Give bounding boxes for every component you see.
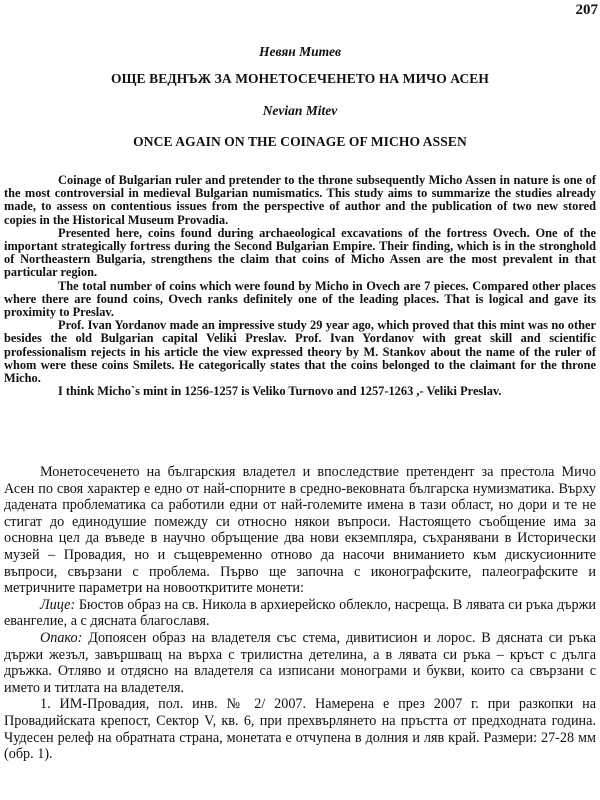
abstract-paragraph: Coinage of Bulgarian ruler and pretender to the throne subsequently Micho Assen in nature is one of the most controversial in medieval Bulgarian numismatics. This study aims to summarize the studies already made, to assess on contentious issues from the perspective of author and the publication of two new stored copies in the Historical Museum Provadia. [4, 173, 596, 227]
reverse-label: Опако: [40, 629, 83, 646]
body-paragraph-obverse [4, 597, 596, 630]
abstract-paragraph: Prof. Ivan Yordanov made an impressive study 29 year ago, which proved that this mint was no other besides the old Bulgarian capital Veliki Preslav. Prof. Ivan Yordanov with great skill and scientific professionalism rejects in his article the view expressed theory by M. Stankov about the name of the ruler of whom were these coins Smilets. He categorically states that the coins belonged to the claimant for the throne Micho. [4, 318, 596, 386]
title-bg: ОЩЕ ВЕДНЪЖ ЗА МОНЕТОСЕЧЕНЕТО НА МИЧО АСЕН [111, 71, 489, 86]
reverse-text: Допоясен образ на владетеля със стема, дивитисион и лорос. В дясната си ръка държи жезъл, завършващ на върха с трилистна детелина, а в лявата си ръка – кръст с дълга дръжка. Отляво и отдясно на владетеля са изписани монограми и букви, които са свързани с името и титлата на владетеля. [4, 629, 596, 696]
title-en: ONCE AGAIN ON THE COINAGE OF MICHO ASSEN [133, 134, 467, 149]
body-text [4, 464, 596, 763]
author-en: Nevian Mitev [262, 103, 338, 118]
obverse-label: Лице: [40, 596, 76, 613]
abstract-paragraph: Presented here, coins found during archaeological excavations of the fortress Ovech. One of the important strategically fortress during the Second Bulgarian Empire. Their finding, which is in the stronghold of Northeastern Bulgaria, strengthens the claim that coins of Micho Assen are the most prevalent in that particular region. [4, 225, 596, 280]
abstract-paragraph: I think Micho`s mint in 1256-1257 is Veliko Turnovo and 1257-1263 ,- Veliki Preslav. [58, 384, 502, 399]
abstract [4, 174, 596, 398]
body-paragraph: Монетосеченето на българския владетел и впоследствие претендент за престола Мичо Асен по своя характер е едно от най-спорните в средно-вековната българска нумизматика. Върху дадената проблематика са работили едни от най-големите имена в тази област, но дори и те не стигат до единодушие помежду си относно някои въпроси. Настоящето съобщение има за основна цел да въведе в научно обръщение два нови екземпляра, съхранявани в Исторически музей – Провадия, но и същевременно отново да насочи вниманието към дискусионните въпроси, свързани с проблема. Първо ще започна с иконографските, палеографските и метричните параметри на новооткритите монети: [4, 464, 596, 597]
abstract-paragraph: The total number of coins which were found by Micho in Ovech are 7 pieces. Compared other places where there are found coins, Ovech ranks definitely one of the leading places. That is logical and gave its proximity to Preslav. [4, 278, 596, 320]
body-paragraph-reverse [4, 630, 596, 696]
obverse-text: Бюстов образ на св. Никола в архиерейско облекло, насреща. В лявата си ръка държи евангелие, а с дясната благославя. [4, 596, 596, 630]
author-bg: Невян Митев [258, 44, 342, 59]
page-number: 207 [575, 2, 598, 18]
body-paragraph-catalog-1: 1. ИМ-Провадия, пол. инв. № 2/ 2007. Намерена е през 2007 г. при разкопки на Провадийската крепост, Сектор V, кв. 6, при прехвърлянето на пръстта от предходната година. Чудесен релеф на обратната страна, монетата е отчупена в долния и ляв край. Размери: 27-28 мм (обр. 1). [4, 696, 596, 763]
